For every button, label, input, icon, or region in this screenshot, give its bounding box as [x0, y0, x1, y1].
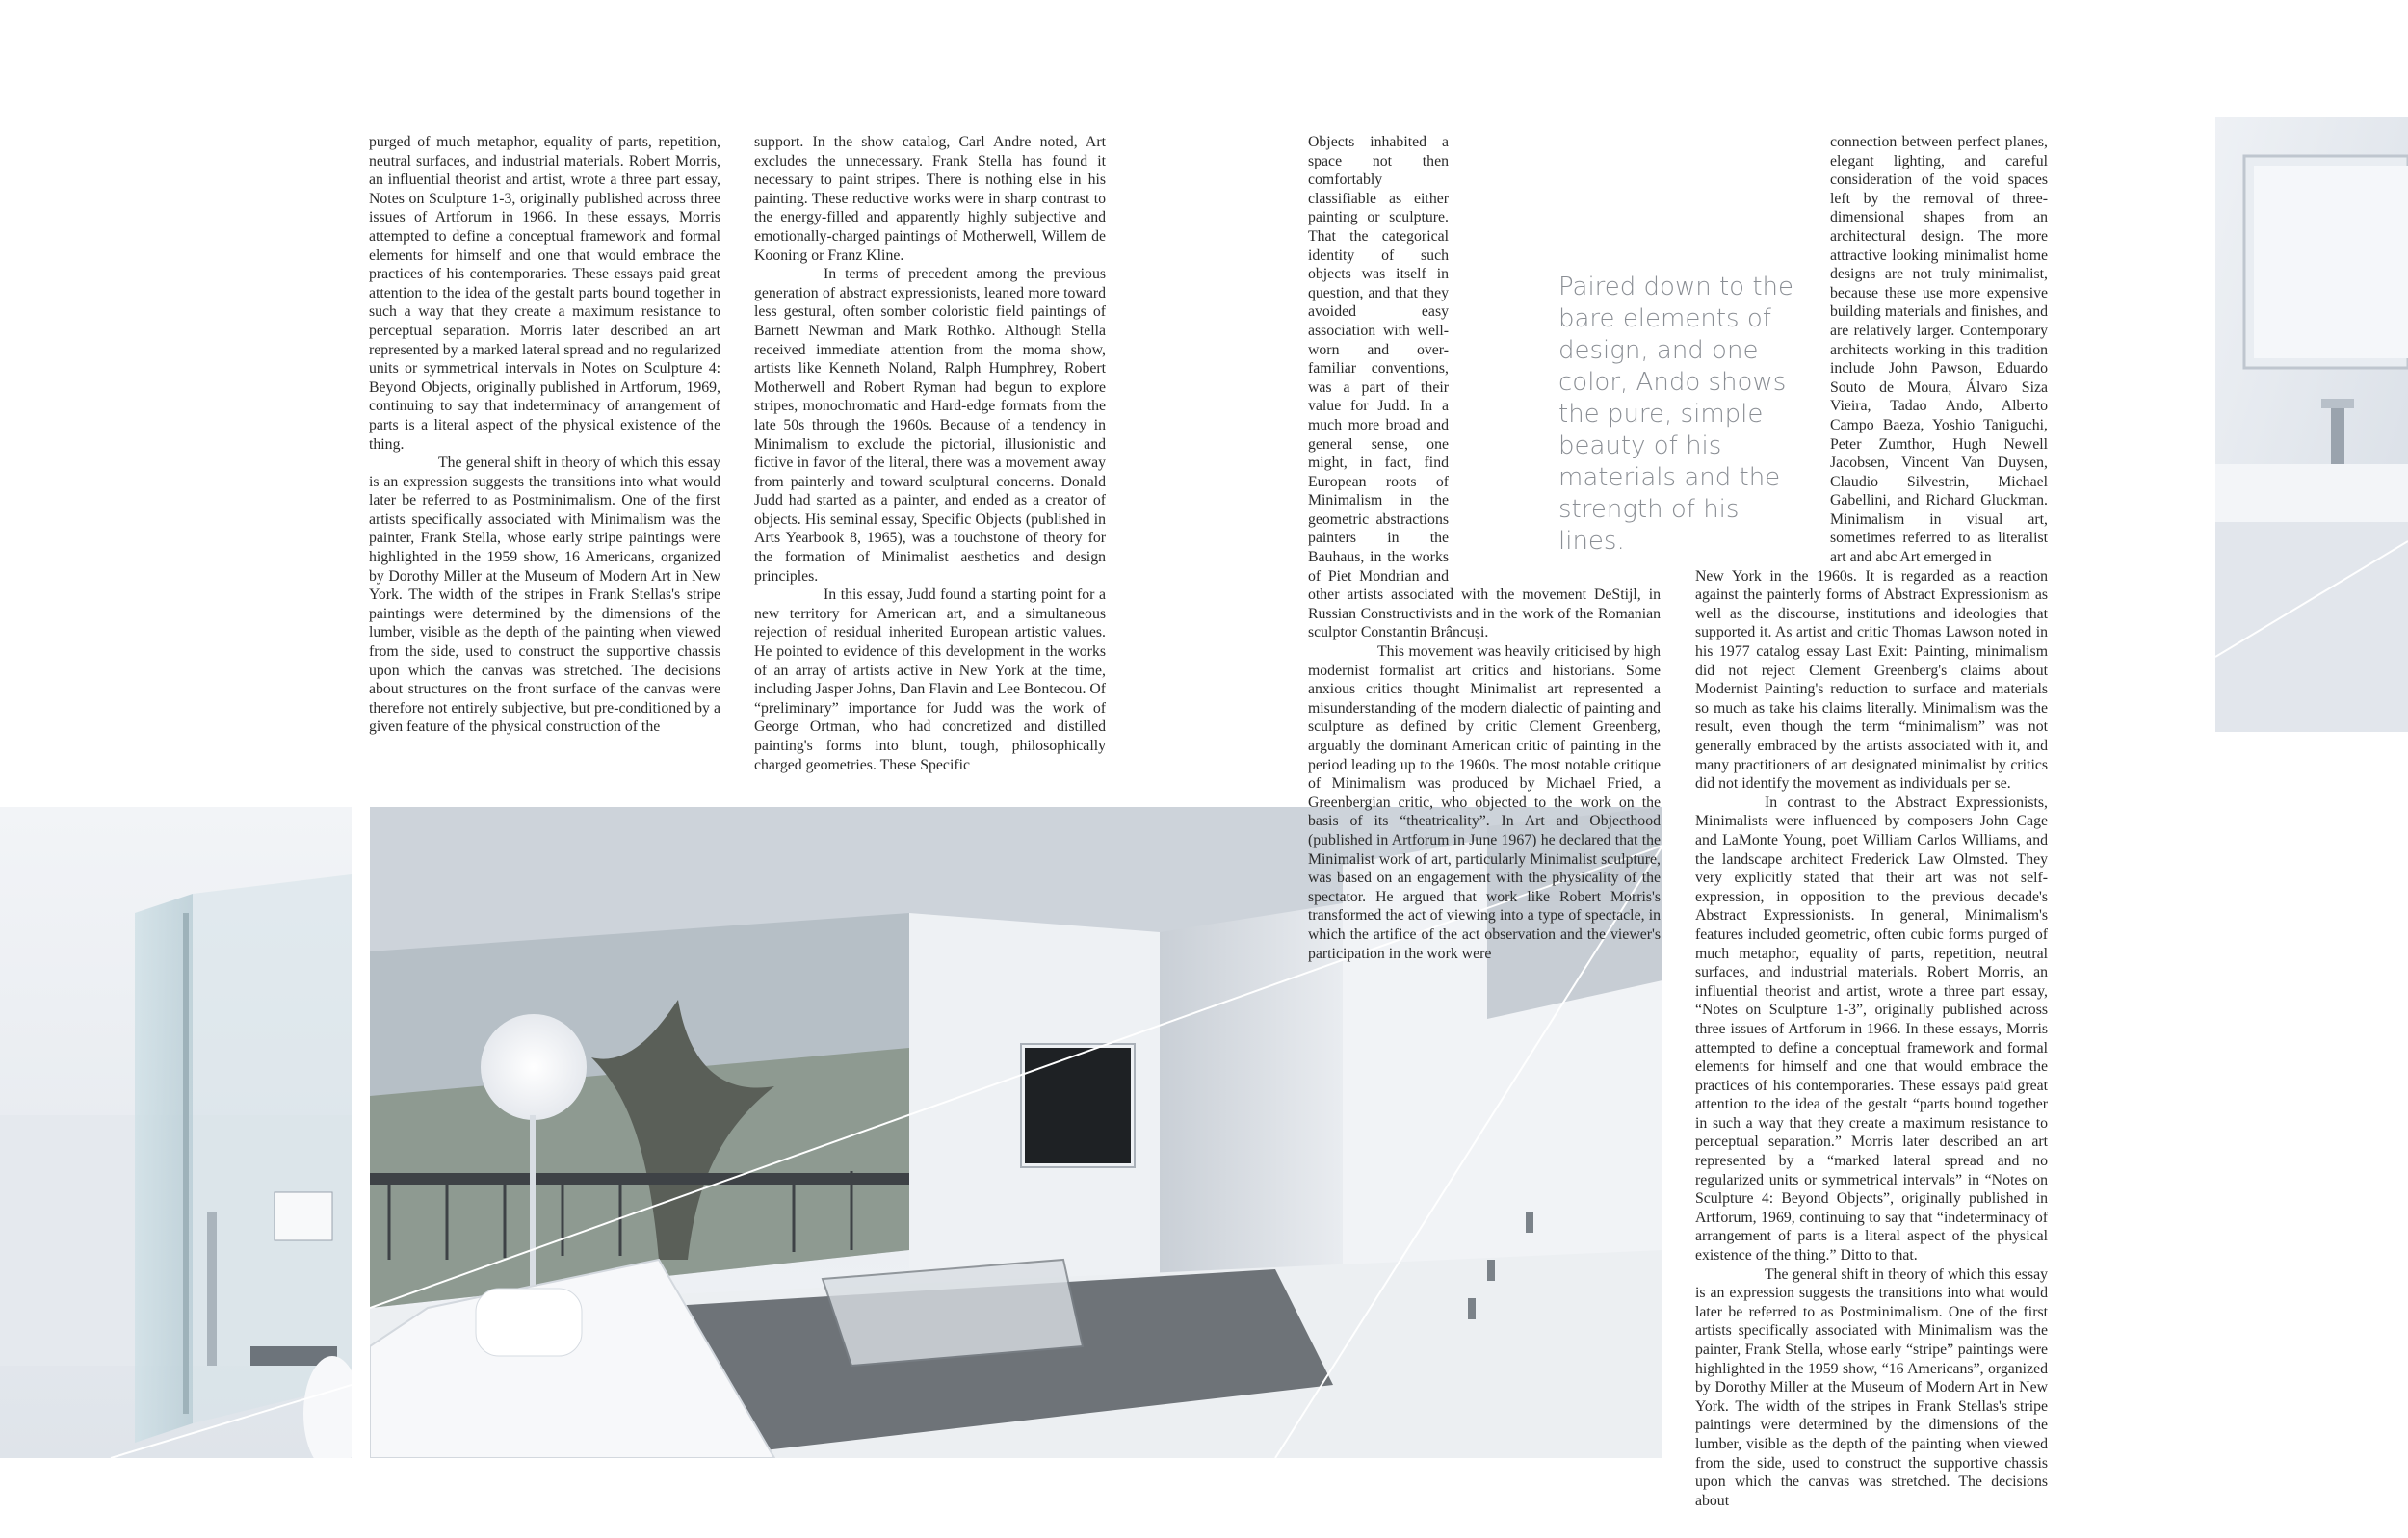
paragraph: In this essay, Judd found a starting point for a new territory for American art, and a simultaneous rejection of residual inherited European artistic values. He pointed to evidence of this development in the works of an array of artists active in New York at the time, including Jasper Johns, Dan Flavin and Lee Bontecou. Of “preliminary” importance for Judd was the work of George Ortman, who had concretized and distilled painting's forms into blunt, tough, philosophically charged geometries. These Specific	[754, 587, 1107, 773]
article-column-2	[754, 133, 1106, 774]
paragraph: This movement was heavily criticised by high modernist formalist art critics and historians. Some anxious critics thought Minimalist art represented a misunderstanding of the modern dialectic of painting and sculpture as defined by critic Clement Greenberg, arguably the dominant American critic of painting in the period leading up to the 1960s. The most notable critique of Minimalism was produced by Michael Fried, a Greenbergian critic, who objected to the work on the basis of its “theatricality”. In Art and Objecthood (published in Artforum in June 1967) he declared that the Minimalist work of art, particularly Minimalist sculpture, was based on an engagement with the physicality of the spectator. He argued that work like Robert Morris's transformed the act of viewing into a type of spectacle, in which the artifice of the act observation and the viewer's participation in the work were	[1308, 643, 1661, 962]
paragraph: support. In the show catalog, Carl Andre noted, Art excludes the unnecessary. Frank Stella has found it necessary to paint stripes. There is nothing else in his painting. These reductive works were in sharp contrast to the energy-filled and apparently highly subjective and emotionally-charged paintings of Motherwell, Willem de Kooning or Franz Kline.	[754, 134, 1106, 264]
paragraph: In contrast to the Abstract Expressionists, Minimalists were influenced by composers John Cage and LaMonte Young, poet William Carlos Williams, and the landscape architect Frederick Law Olmsted. They very explicitly stated that their art was not self-expression, in opposition to the previous decade's Abstract Expressionists. In general, Minimalism's features included geometric, often cubic forms purged of much metaphor, equality of parts, repetition, neutral surfaces, and industrial materials. Robert Morris, an influential theorist and artist, wrote a three part essay, “Notes on Sculpture 1-3”, originally published across three issues of Artforum in 1966. In these essays, Morris attempted to define a conceptual framework and formal elements for himself and one that would embrace the practices of his contemporaries. These essays paid great attention to the idea of the gestalt “parts bound together in such a way that they create a maximum resistance to perceptual separation.” Morris later described an art represented by a “marked lateral spread and no regularized units or symmetrical intervals” in “Notes on Sculpture 4: Beyond Objects”, originally published in Artforum, 1969, continuing to say that “indeterminacy of arrangement of parts is a literal aspect of the physical existence of the thing.” Ditto to that.	[1695, 794, 2048, 1264]
article-column-1	[369, 133, 720, 737]
paragraph: Objects inhabited a space not then comfortably classifiable as either painting or sculpture. That the categorical identity of such objects was itself in question, and that they avoided easy association with well-worn and over-familiar conventions, was a part of their value for Judd. In a much more broad and general sense, one might, in fact, find European roots of Minimalism in the geometric abstractions painters in the Bauhaus, in the works of Piet Mondrian and other artists associated with the movement DeStijl, in Russian Constructivists and in the work of the Romanian sculptor Constantin Brâncuși.	[1308, 134, 1661, 641]
pullquote-spacer	[1695, 246, 1822, 563]
glass-shower-photo	[0, 807, 352, 1458]
paragraph: purged of much metaphor, equality of parts, repetition, neutral surfaces, and industrial materials. Robert Morris, an influential theorist and artist, wrote a three part essay, Notes on Sculpture 1-3, originally published across three issues of Artforum in 1966. In these essays, Morris attempted to define a conceptual framework and formal elements for himself and one that would embrace the practices of his contemporaries. These essays paid great attention to the idea of the gestalt parts bound together in such a way that they create a maximum resistance to perceptual separation. Morris later described an art represented by a marked lateral spread and no regularized units or symmetrical intervals in Notes on Sculpture 4: Beyond Objects, originally published in Artforum, 1969, continuing to say that indeterminacy of arrangement of parts is a literal aspect of the physical existence of the thing.	[369, 134, 720, 453]
article-column-4	[1695, 133, 2048, 1510]
bathroom-vanity-photo	[2215, 117, 2408, 732]
paragraph: In terms of precedent among the previous generation of abstract expressionists, leaned more toward less gestural, often somber coloristic field paintings of Barnett Newman and Mark Rothko. Although Stella received immediate attention from the moma show, artists like Kenneth Noland, Ralph Humphrey, Robert Motherwell and Robert Ryman had begun to explore stripes, monochromatic and Hard-edge formats from the late 50s through the 1960s. Because of a tendency in Minimalism to exclude the pictorial, illusionistic and fictive in favor of the literal, there was a movement away from painterly and toward sculptural concerns. Donald Judd had started as a painter, and ended as a creator of objects. His seminal essay, Specific Objects (published in Arts Yearbook 8, 1965), was a touchstone of theory for the formation of Minimalist aesthetics and design principles.	[754, 266, 1106, 585]
paragraph: The general shift in theory of which this essay is an expression suggests the transitions into what would later be referred to as Postminimalism. One of the first artists specifically associated with Minimalism was the painter, Frank Stella, whose early “stripe” paintings were highlighted in the 1959 show, “16 Americans”, organized by Dorothy Miller at the Museum of Modern Art in New York. The width of the stripes in Frank Stellas's stripe paintings were determined by the dimensions of the lumber, visible as the depth of the painting when viewed from the side, used to construct the supportive chassis upon which the canvas was stretched. The decisions about	[1695, 1265, 2048, 1509]
paragraph: The general shift in theory of which this essay is an expression suggests the transitions into what would later be referred to as Postminimalism. One of the first artists specifically associated with Minimalism was the painter, Frank Stella, whose early stripe paintings were highlighted in the 1959 show, 16 Americans, organized by Dorothy Miller at the Museum of Modern Art in New York. The width of the stripes in Frank Stellas's stripe paintings were determined by the dimensions of the lumber, visible as the depth of the painting when viewed from the side, used to construct the supportive chassis upon which the canvas was stretched. The decisions about structures on the front surface of the canvas were therefore not entirely subjective, but pre-conditioned by a given feature of the physical construction of the	[369, 455, 720, 736]
paragraph: connection between perfect planes, elegant lighting, and careful consideration of the void spaces left by the removal of three-dimensional shapes from an architectural design. The more attractive looking minimalist home designs are not truly minimalist, because these use more expensive building materials and finishes, and are relatively larger. Contemporary architects working in this tradition include John Pawson, Eduardo Souto de Moura, Álvaro Siza Vieira, Tadao Ando, Alberto Campo Baeza, Yoshio Taniguchi, Peter Zumthor, Hugh Newell Jacobsen, Vincent Van Duysen, Claudio Silvestrin, Michael Gabellini, and Richard Gluckman. Minimalism in visual art, sometimes referred to as literalist art and abc Art emerged in	[1830, 134, 2048, 566]
paragraph: New York in the 1960s. It is regarded as a reaction against the painterly forms of Abstract Expressionism as well as the discourse, institutions and ideologies that supported it. As artist and critic Thomas Lawson noted in his 1977 catalog essay Last Exit: Painting, minimalism did not reject Clement Greenberg's claims about Modernist Painting's reduction to surface and materials so much as take his claims literally. Minimalism was the result, even though the term “minimalism” was not generally embraced by the artists associated with it, and many practitioners of art designated minimalist by critics did not identify the movement as individuals per se.	[1695, 567, 2048, 793]
pull-quote: Paired down to the bare elements of design, and one color, Ando shows the pure, simple beauty of his materials and the strength of his lines.	[1558, 273, 1794, 556]
